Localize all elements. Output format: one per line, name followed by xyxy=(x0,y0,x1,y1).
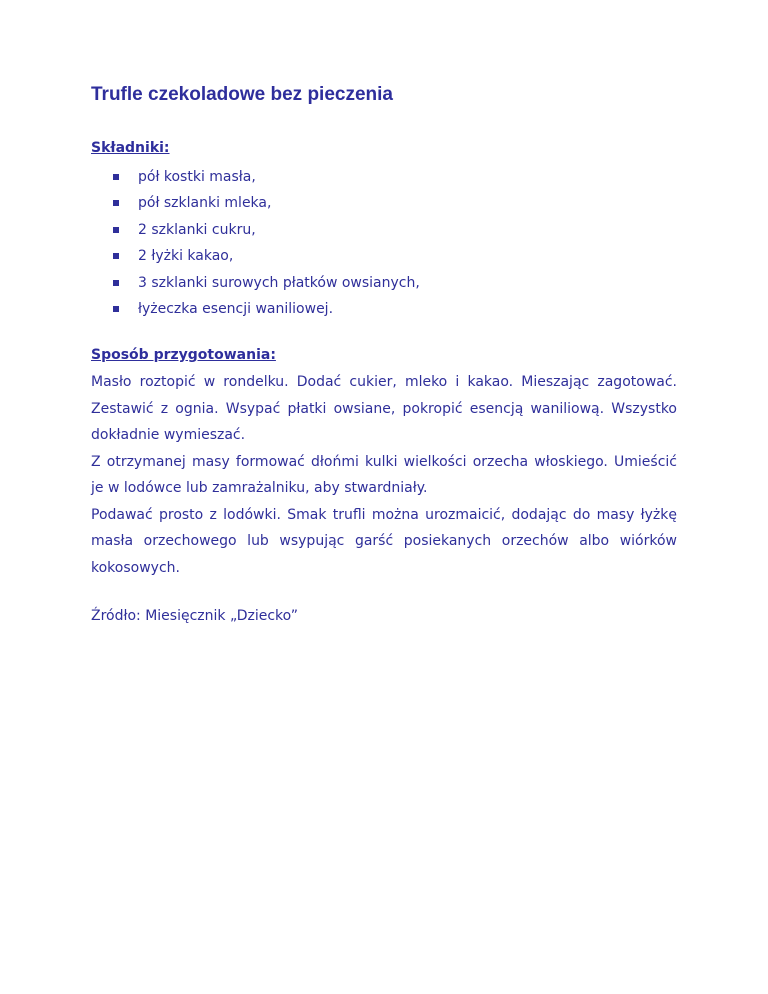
square-bullet-icon xyxy=(113,200,119,206)
ingredient-text: 2 szklanki cukru, xyxy=(138,221,256,238)
method-paragraph: Masło roztopić w rondelku. Dodać cukier, mleko i kakao. Mieszając zagotować. Zestawić z ognia. Wsypać płatki owsiane, pokropić esencją waniliową. Wszystko dokładnie wymieszać. xyxy=(91,374,677,443)
method-paragraph: Podawać prosto z lodówki. Smak trufli można urozmaicić, dodając do masy łyżkę masła orzechowego lub wsypując garść posiekanych orzechów albo wiórków kokosowych. xyxy=(91,506,677,576)
ingredient-text: pół kostki masła, xyxy=(138,169,256,185)
method-heading: Sposób przygotowania: xyxy=(91,347,276,363)
square-bullet-icon xyxy=(113,253,119,259)
ingredient-text: łyżeczka esencji waniliowej. xyxy=(138,300,334,317)
ingredient-text: 3 szklanki surowych płatków owsianych, xyxy=(138,274,420,291)
square-bullet-icon xyxy=(113,280,119,286)
square-bullet-icon xyxy=(113,306,119,312)
source-citation: Źródło: Miesięcznik „Dziecko” xyxy=(91,608,298,624)
square-bullet-icon xyxy=(113,174,119,180)
ingredients-heading: Składniki: xyxy=(91,140,170,156)
method-body xyxy=(91,369,677,581)
square-bullet-icon xyxy=(113,227,119,233)
ingredient-text: 2 łyżki kakao, xyxy=(138,248,234,265)
recipe-title: Trufle czekoladowe bez pieczenia xyxy=(91,84,393,105)
method-paragraph: Z otrzymanej masy formować dłońmi kulki wielkości orzecha włoskiego. Umieścić je w lodówce lub zamrażalniku, aby stwardniały. xyxy=(91,453,677,496)
ingredient-text: pół szklanki mleka, xyxy=(138,195,272,212)
